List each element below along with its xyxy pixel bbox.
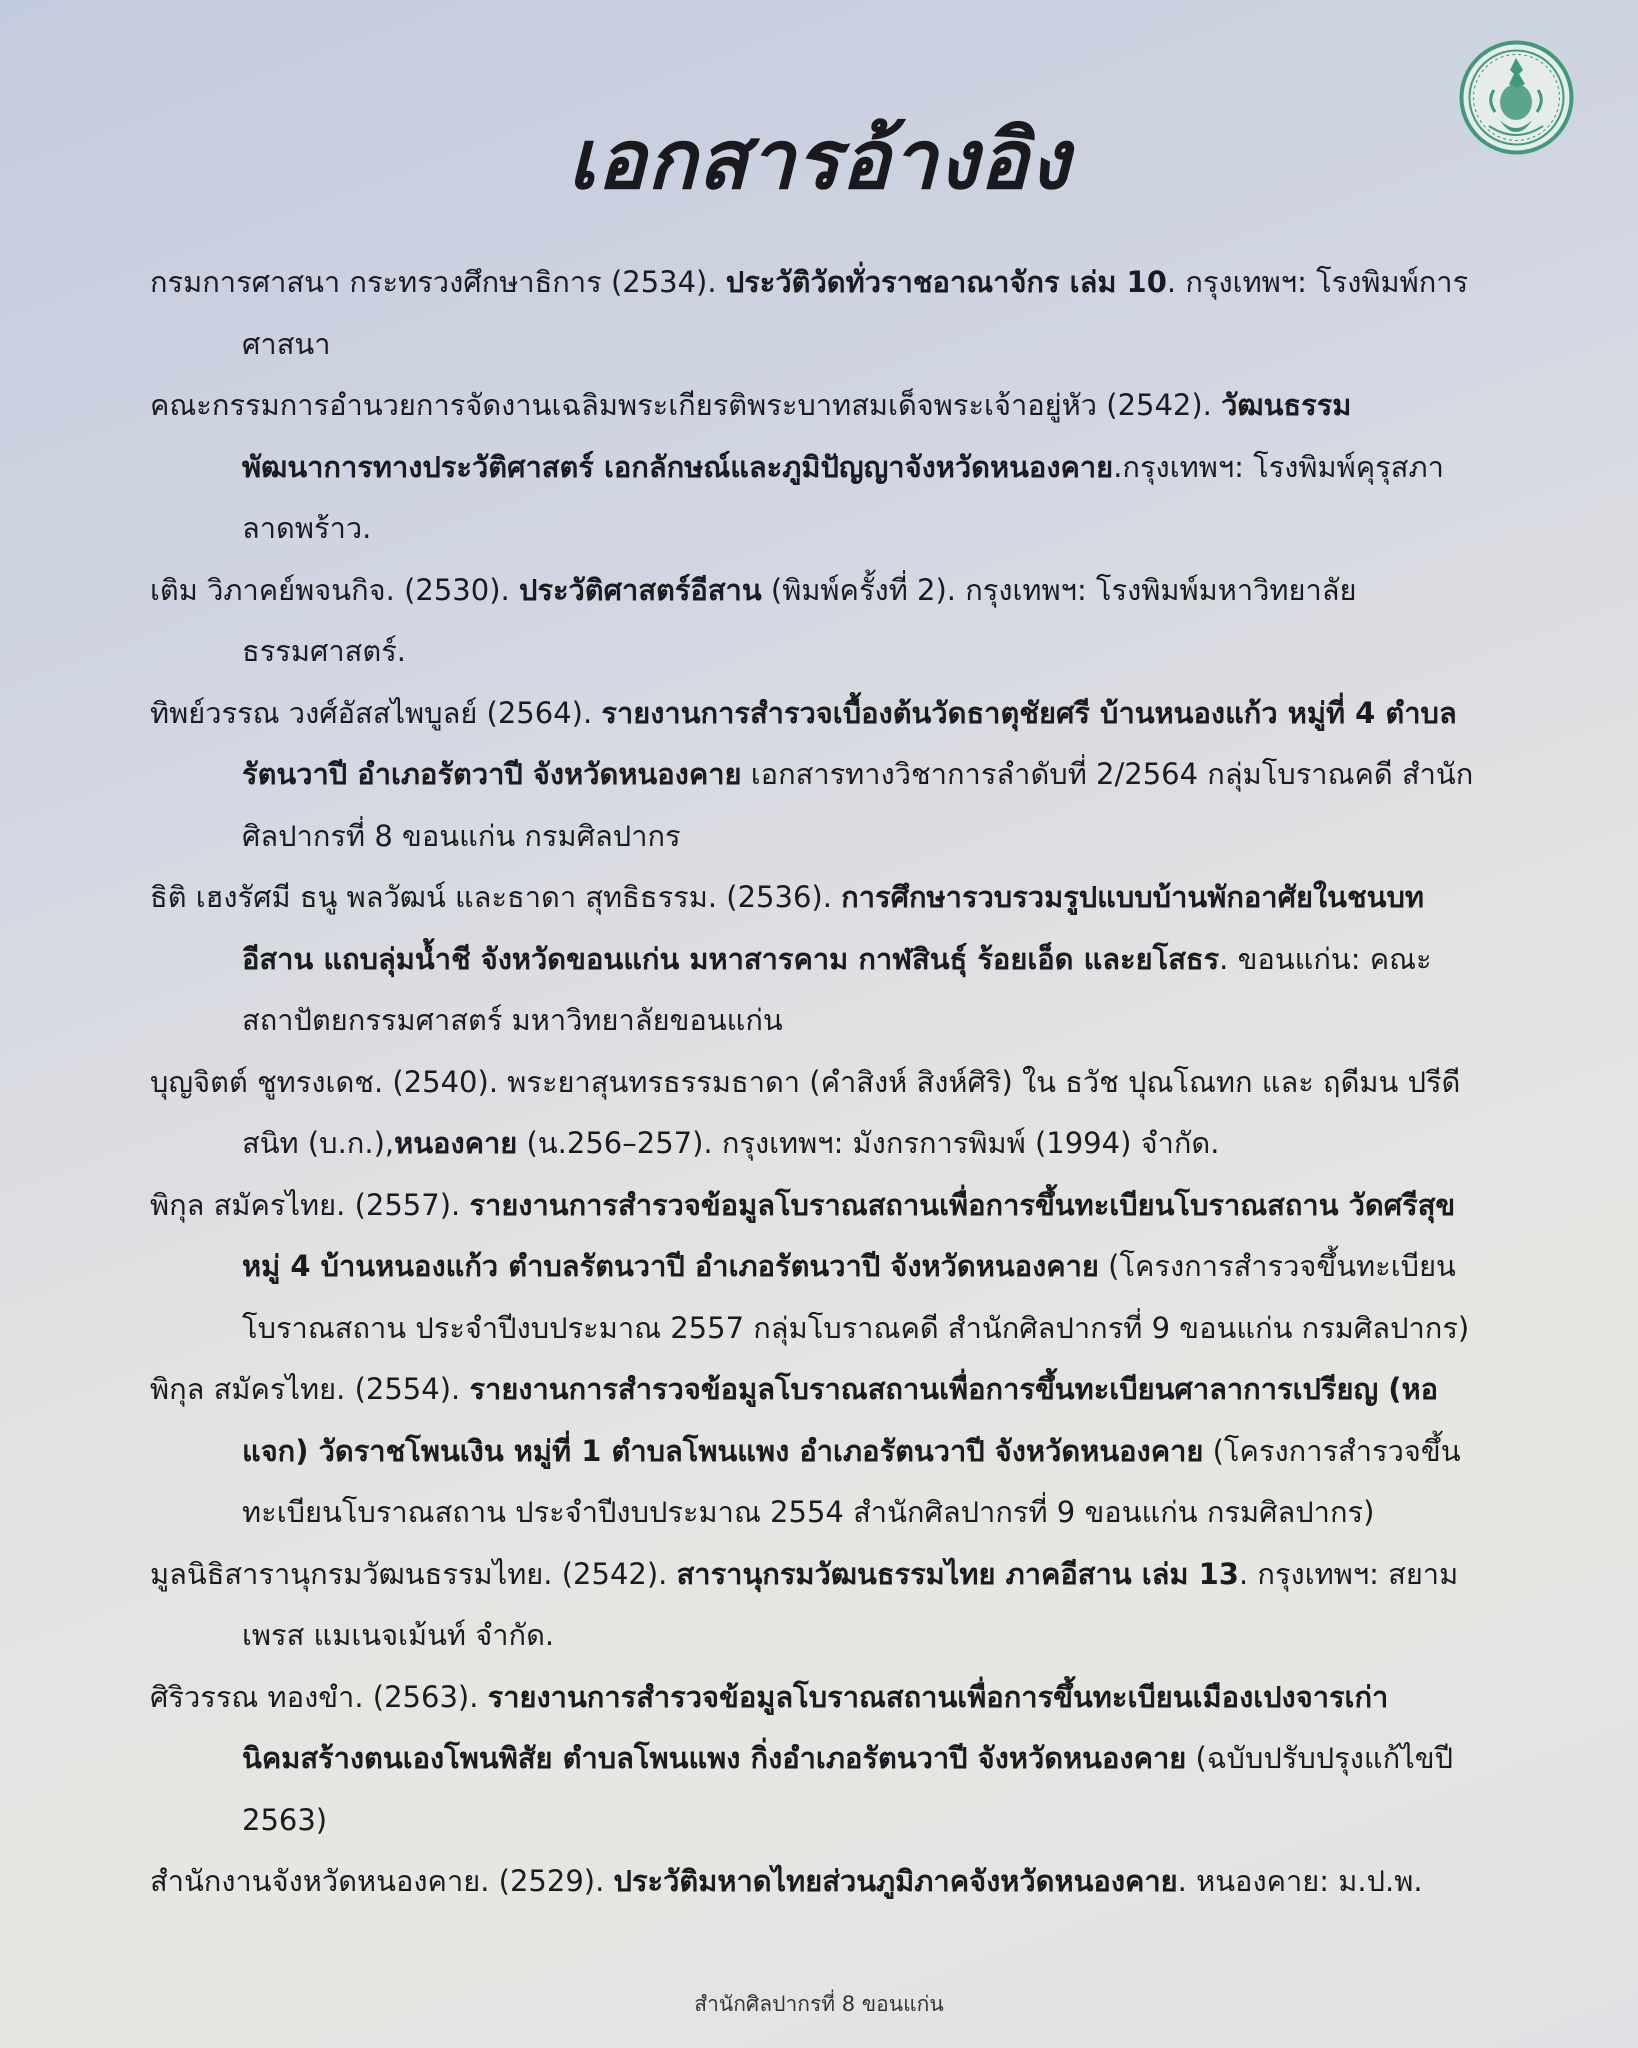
footer-office-name: สำนักศิลปากรที่ 8 ขอนแก่น (694, 1992, 944, 2016)
reference-entry: เติม วิภาคย์พจนกิจ. (2530). ประวัติศาสตร์อีสาน (พิมพ์ครั้งที่ 2). กรุงเทพฯ: โรงพิมพ์มหาวิทยาลัยธรรมศาสตร์. (150, 572, 1357, 668)
reference-entry: พิกุล สมัครไทย. (2557). รายงานการสำรวจข้อมูลโบราณสถานเพื่อการขึ้นทะเบียนโบราณสถาน วัดศรีสุข หมู่ 4 บ้านหนองแก้ว ตำบลรัตนวาปี อำเภอรัตนวาปี จังหวัดหนองคาย (โครงการสำรวจขึ้นทะเบียนโบราณสถาน ประจำปีงบประมาณ 2557 กลุ่มโบราณคดี สำนักศิลปากรที่ 9 ขอนแก่น กรมศิลปากร) (150, 1187, 1470, 1345)
fine-arts-department-seal-icon (1459, 40, 1574, 155)
reference-entry: บุญจิตต์ ชูทรงเดช. (2540). พระยาสุนทรธรรมธาดา (คำสิงห์ สิงห์ศิริ) ใน ธวัช ปุณโณทก และ ฤดีมน ปรีดีสนิท (บ.ก.),หนองคาย (น.256–257). กรุงเทพฯ: มังกรการพิมพ์ (1994) จำกัด. (150, 1064, 1461, 1160)
reference-entry: มูลนิธิสารานุกรมวัฒนธรรมไทย. (2542). สารานุกรมวัฒนธรรมไทย ภาคอีสาน เล่ม 13. กรุงเทพฯ: สยามเพรส แมเนจเม้นท์ จำกัด. (150, 1556, 1459, 1652)
reference-entry: พิกุล สมัครไทย. (2554). รายงานการสำรวจข้อมูลโบราณสถานเพื่อการขึ้นทะเบียนศาลาการเปรียญ (หอแจก) วัดราชโพนเงิน หมู่ที่ 1 ตำบลโพนแพง อำเภอรัตนวาปี จังหวัดหนองคาย (โครงการสำรวจขึ้นทะเบียนโบราณสถาน ประจำปีงบประมาณ 2554 สำนักศิลปากรที่ 9 ขอนแก่น กรมศิลปากร) (150, 1372, 1461, 1529)
reference-entry: ทิพย์วรรณ วงศ์อัสสไพบูลย์ (2564). รายงานการสำรวจเบื้องต้นวัดธาตุชัยศรี บ้านหนองแก้ว หมู่ที่ 4 ตำบลรัตนวาปี อำเภอรัตวาปี จังหวัดหนองคาย เอกสารทางวิชาการลำดับที่ 2/2564 กลุ่มโบราณคดี สำนักศิลปากรที่ 8 ขอนแก่น กรมศิลปากร (150, 695, 1474, 853)
reference-entry: คณะกรรมการอำนวยการจัดงานเฉลิมพระเกียรติพระบาทสมเด็จพระเจ้าอยู่หัว (2542). วัฒนธรรม พัฒนาการทางประวัติศาสตร์ เอกลักษณ์และภูมิปัญญาจังหวัดหนองคาย.กรุงเทพฯ: โรงพิมพ์คุรุสภาลาดพร้าว. (150, 388, 1444, 545)
reference-entry: ศิริวรรณ ทองขำ. (2563). รายงานการสำรวจข้อมูลโบราณสถานเพื่อการขึ้นทะเบียนเมืองเปงจารเก่า นิคมสร้างตนเองโพนพิสัย ตำบลโพนแพง กิ่งอำเภอรัตนวาปี จังหวัดหนองคาย (ฉบับปรับปรุงแก้ไขปี 2563) (150, 1679, 1453, 1837)
reference-list (150, 252, 1490, 1913)
reference-entry: สำนักงานจังหวัดหนองคาย. (2529). ประวัติมหาดไทยส่วนภูมิภาคจังหวัดหนองคาย. หนองคาย: ม.ป.พ. (150, 1864, 1423, 1898)
reference-entry: ธิติ เฮงรัศมี ธนู พลวัฒน์ และธาดา สุทธิธรรม. (2536). การศึกษารวบรวมรูปแบบบ้านพักอาศัยในชนบทอีสาน แถบลุ่มน้ำชี จังหวัดขอนแก่น มหาสารคาม กาฬสินธุ์ ร้อยเอ็ด และยโสธร. ขอนแก่น: คณะสถาปัตยกรรมศาสตร์ มหาวิทยาลัยขอนแก่น (150, 880, 1432, 1037)
reference-entry: กรมการศาสนา กระทรวงศึกษาธิการ (2534). ประวัติวัดทั่วราชอาณาจักร เล่ม 10. กรุงเทพฯ: โรงพิมพ์การศาสนา (150, 265, 1469, 361)
page-title: เอกสารอ้างอิง (567, 113, 1071, 208)
